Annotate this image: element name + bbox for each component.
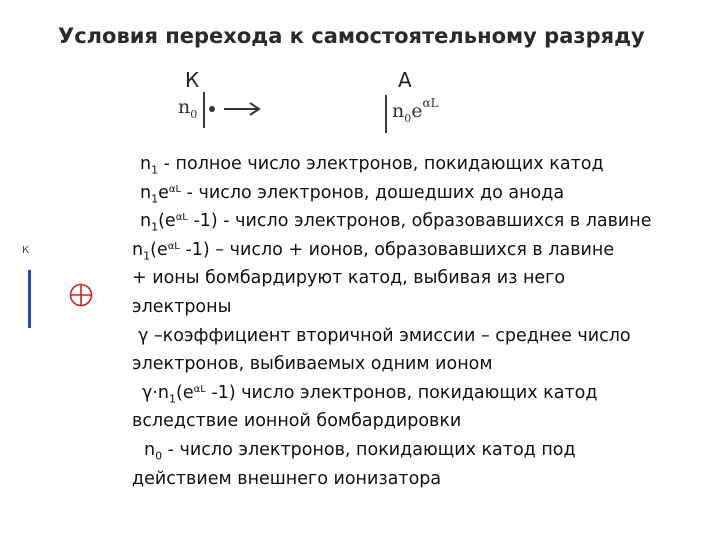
electron-dot	[209, 106, 215, 112]
plus-circle-icon	[68, 282, 94, 308]
text-line: вследствие ионной бомбардировки	[132, 411, 462, 432]
text-line: электронов, выбиваемых одним ионом	[132, 354, 493, 375]
anode-label: А	[398, 68, 412, 92]
text-line: $\gamma\cdot n_1(e^{\alpha L}$ -1) число электронов, покидающих катод	[142, 382, 598, 406]
page-title: Условия перехода к самостоятельному разряду	[58, 24, 645, 48]
text-line: $n_1(e^{\alpha L}$ -1) - число электронов, образовавшихся в лавине	[140, 211, 652, 234]
text-line: действием внешнего ионизатора	[132, 468, 442, 489]
text-line: $n_1e^{\alpha L}$ - число электронов, дошедших до анода	[140, 182, 565, 206]
anode-plate	[385, 95, 387, 133]
text-line: $n_1(e^{\alpha L}$ -1) – число + ионов, образовавшихся в лавине	[132, 239, 615, 263]
cathode-label: К	[185, 68, 200, 92]
cathode-plate	[203, 92, 205, 128]
text-line: $n_1$ - полное число электронов, покидающих катод	[140, 154, 604, 177]
text-line: γ –коэффициент вторичной эмиссии – среднее число	[138, 325, 631, 346]
side-cathode-line	[28, 270, 31, 328]
text-line: электроны	[132, 296, 232, 317]
text-line: + ионы бомбардируют катод, выбивая из него	[132, 268, 566, 289]
anode-electron-count: $n_0e^{\alpha L}$	[392, 96, 439, 125]
text-block	[132, 150, 712, 493]
side-cathode-label: К	[22, 245, 30, 256]
right-arrow-icon	[223, 101, 263, 117]
text-line: $n_0$ - число электронов, покидающих катод под	[144, 439, 576, 463]
n0-label: $n_0$	[178, 96, 198, 121]
